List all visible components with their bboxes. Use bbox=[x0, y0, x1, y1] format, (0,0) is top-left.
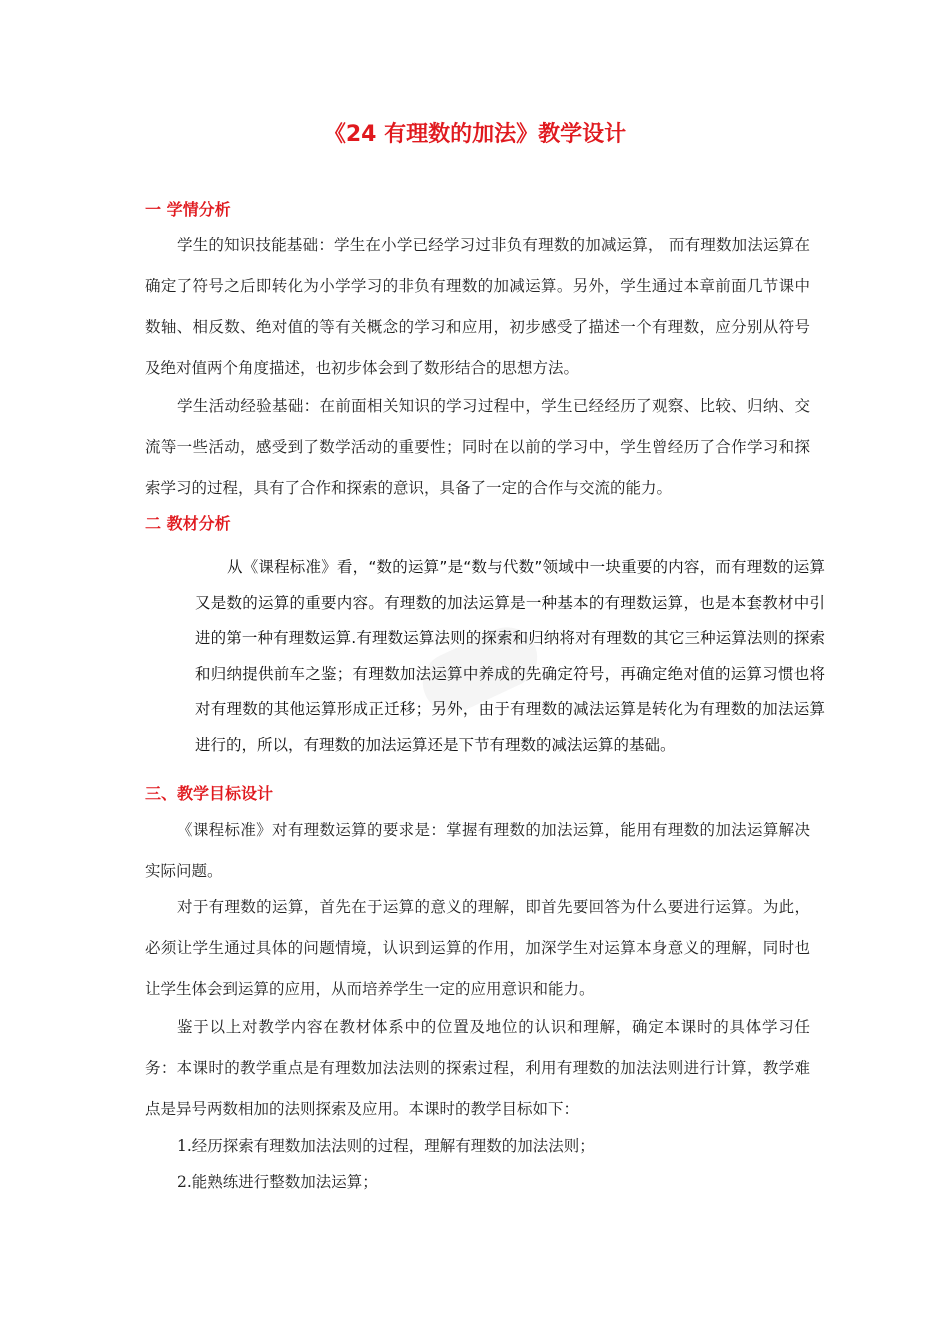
section-heading-learner-analysis: 一 学情分析 bbox=[145, 200, 231, 219]
paragraph-knowledge-basis: 学生的知识技能基础：学生在小学已经学习过非负有理数的加减运算， 而有理数加法运算在确定了符号之后即转化为小学学习的非负有理数的加减运算。另外，学生通过本章前面几节课中数轴、相反数、绝对值的等有关概念的学习和应用，初步感受了描述一个有理数，应分别从符号及绝对值两个角度描述，也初步体会到了数形结合的思想方法。 bbox=[145, 236, 810, 377]
paragraph-textbook-analysis: 从《课程标准》看，“数的运算”是“数与代数”领域中一块重要的内容，而有理数的运算又是数的运算的重要内容。有理数的加法运算是一种基本的有理数运算，也是本套教材中引进的第一种有理数运算.有理数运算法则的探索和归纳将对有理数的其它三种运算法则的探索和归纳提供前车之鉴；有理数加法运算中养成的先确定符号，再确定绝对值的运算习惯也将对有理数的其他运算形成正迁移；另外，由于有理数的减法运算是转化为有理数的加法运算进行的，所以，有理数的加法运算还是下节有理数的减法运算的基础。 bbox=[195, 558, 825, 754]
objective-item: 1.经历探索有理数加法法则的过程，理解有理数的加法法则； bbox=[177, 1137, 595, 1155]
section-heading-teaching-objectives: 三、教学目标设计 bbox=[145, 784, 274, 803]
paragraph-curriculum-requirement: 《课程标准》对有理数运算的要求是：掌握有理数的加法运算，能用有理数的加法运算解决实际问题。 bbox=[145, 821, 810, 880]
paragraph-operation-meaning: 对于有理数的运算，首先在于运算的意义的理解，即首先要回答为什么要进行运算。为此，必须让学生通过具体的问题情境，认识到运算的作用，加深学生对运算本身意义的理解，同时也让学生体会到运算的应用，从而培养学生一定的应用意识和能力。 bbox=[145, 898, 810, 998]
document-title: 《24 有理数的加法》教学设计 bbox=[323, 122, 627, 147]
section-heading-textbook-analysis: 二 教材分析 bbox=[145, 514, 231, 533]
objective-item: 2.能熟练进行整数加法运算； bbox=[177, 1173, 378, 1191]
paragraph-activity-basis: 学生活动经验基础：在前面相关知识的学习过程中，学生已经经历了观察、比较、归纳、交流等一些活动，感受到了数学活动的重要性；同时在以前的学习中，学生曾经历了合作学习和探索学习的过程，具有了合作和探索的意识，具备了一定的合作与交流的能力。 bbox=[145, 397, 810, 497]
paragraph-lesson-tasks: 鉴于以上对教学内容在教材体系中的位置及地位的认识和理解，确定本课时的具体学习任务：本课时的教学重点是有理数加法法则的探索过程，利用有理数的加法法则进行计算，教学难点是异号两数相加的法则探索及应用。本课时的教学目标如下： bbox=[145, 1018, 810, 1118]
